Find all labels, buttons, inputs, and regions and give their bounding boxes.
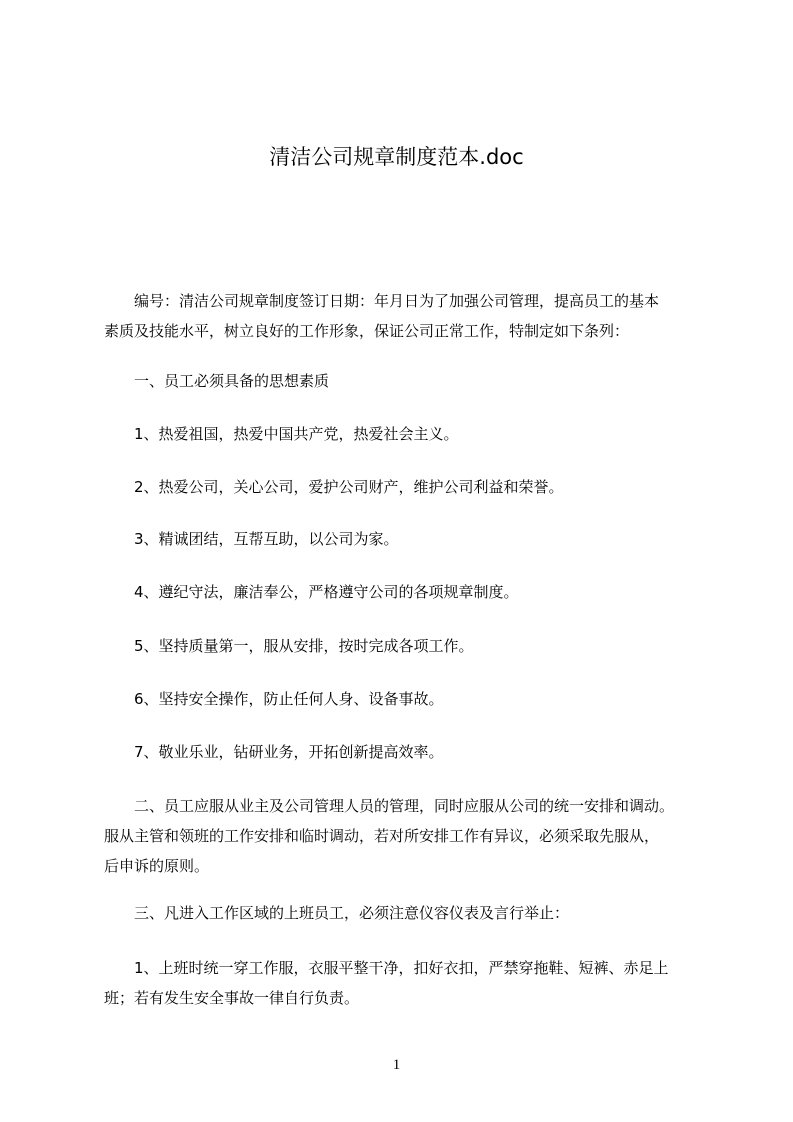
page-number: 1 [392,1057,401,1073]
paragraph-line: 二、员工应服从业主及公司管理人员的管理，同时应服从公司的统一安排和调动。 [104,797,675,815]
paragraph-line: 1、上班时统一穿工作服，衣服平整干净，扣好衣扣，严禁穿拖鞋、短裤、赤足上 [104,959,669,977]
paragraph-line: 班；若有发生安全事故一律自行负责。 [104,989,360,1007]
paragraph-line: 编号：清洁公司规章制度签订日期：年月日为了加强公司管理，提高员工的基本 [104,292,660,310]
paragraph-line: 5、坚持质量第一，服从安排，按时完成各项工作。 [104,637,474,655]
paragraph-line: 4、遵纪守法，廉洁奉公，严格遵守公司的各项规章制度。 [104,583,519,601]
list-item [104,631,724,661]
paragraph-line: 服从主管和领班的工作安排和临时调动，若对所安排工作有异议，必须采取先服从， [104,827,660,845]
section-heading-1 [104,366,724,396]
list-item [104,524,724,554]
section-paragraph-2 [104,791,724,881]
paragraph-line: 6、坚持安全操作，防止任何人身、设备事故。 [104,690,444,708]
paragraph-line: 2、热爱公司，关心公司，爱护公司财产，维护公司利益和荣誉。 [104,478,564,496]
list-item [104,684,724,714]
paragraph-line: 三、凡进入工作区域的上班员工，必须注意仪容仪表及言行举止： [104,904,570,922]
section-heading-3 [104,898,724,928]
paragraph-line: 素质及技能水平，树立良好的工作形象，保证公司正常工作，特制定如下条列： [104,322,630,340]
list-item [104,472,724,502]
paragraph-line: 3、精诚团结，互帮互助，以公司为家。 [104,530,399,548]
paragraph-line: 1、热爱祖国，热爱中国共产党，热爱社会主义。 [104,425,459,443]
paragraph-line: 后申诉的原则。 [104,857,210,875]
paragraph-intro [104,286,724,346]
list-item [104,737,724,767]
paragraph-line: 一、员工必须具备的思想素质 [104,372,330,390]
paragraph-line: 7、敬业乐业，钻研业务，开拓创新提高效率。 [104,743,444,761]
list-item [104,577,724,607]
document-title: 清洁公司规章制度范本.doc [269,145,524,169]
list-item [104,419,724,449]
list-item [104,953,724,1013]
